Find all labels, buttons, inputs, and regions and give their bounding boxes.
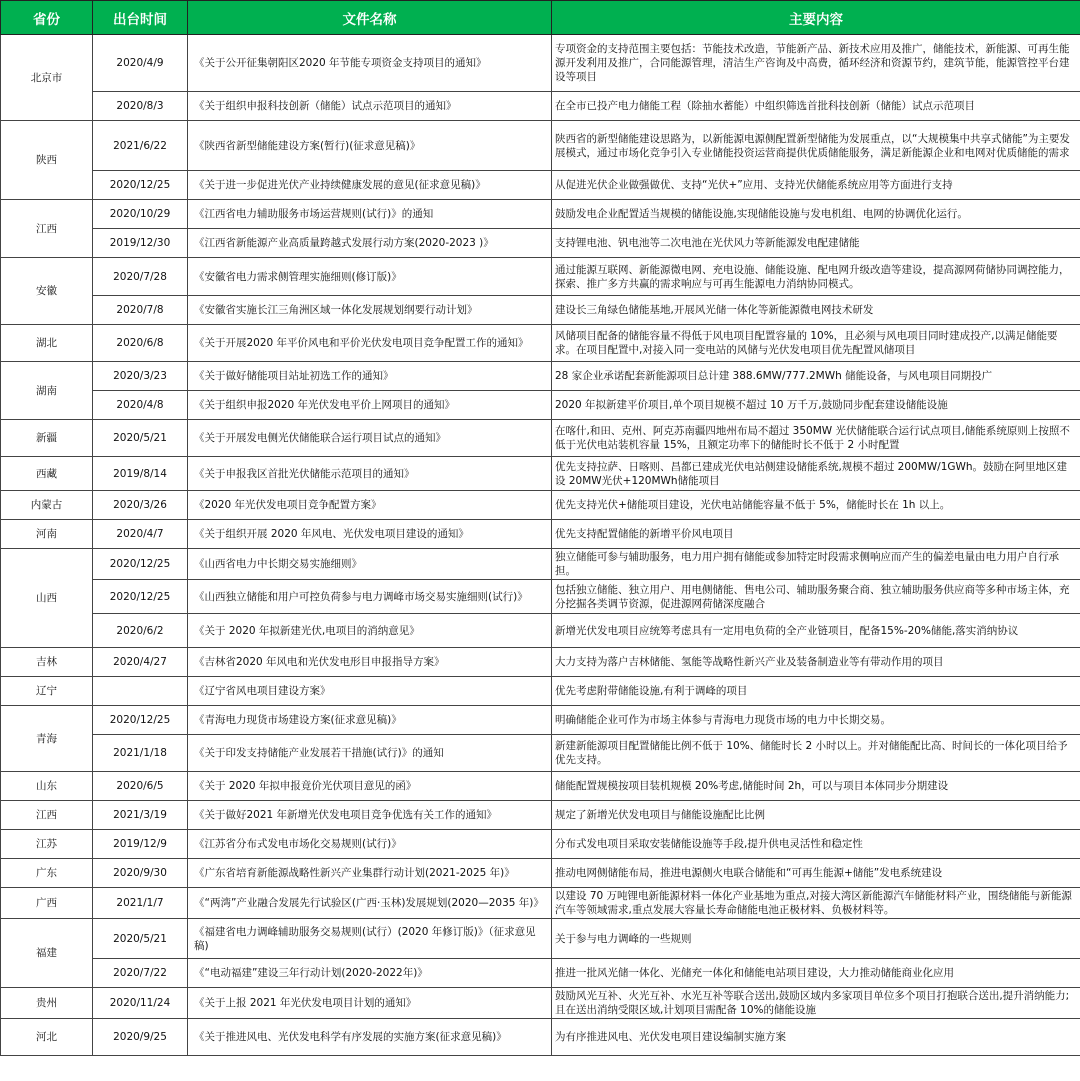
- date-cell: 2021/3/19: [93, 801, 188, 830]
- content-cell: 在喀什,和田、克州、阿克苏南疆四地州布局不超过 350MW 光伏储能联合运行试点项目,储能系统原则上按照不低于光伏电站装机容量 15%，且额定功率下的储能时长不低于 2 小时配置: [552, 420, 1080, 457]
- table-row: [1, 919, 1080, 959]
- content-cell: 推动电网侧储能布局，推进电源侧火电联合储能和“可再生能源+储能”发电系统建设: [552, 859, 1080, 888]
- table-row: [1, 491, 1080, 520]
- date-cell: 2020/9/30: [93, 859, 188, 888]
- content-cell: 分布式发电项目采取安装储能设施等手段,提升供电灵活性和稳定性: [552, 830, 1080, 859]
- name-cell: 《“两湾”产业融合发展先行试验区(广西·玉林)发展规划(2020—2035 年)》: [188, 888, 552, 919]
- province-cell: 江西: [1, 801, 93, 830]
- province-cell: 江西: [1, 200, 93, 258]
- content-cell: 包括独立储能、独立用户、用电侧储能、售电公司、辅助服务聚合商、独立辅助服务供应商等多种市场主体，充分挖掘各类调节资源，促进源网荷储深度融合: [552, 580, 1080, 614]
- content-cell: 优先考虑附带储能设施,有利于调峰的项目: [552, 677, 1080, 706]
- header-province: 省份: [1, 1, 93, 35]
- content-cell: 专项资金的支持范围主要包括：节能技术改造，节能新产品、新技术应用及推广，储能技术，新能源、可再生能源开发利用及推广，合同能源管理，清洁生产咨询及中高费，循环经济和资源节约，建筑节能，能源管控平台建设等项目: [552, 35, 1080, 92]
- name-cell: 《关于 2020 年拟申报竟价光伏项目意见的函》: [188, 772, 552, 801]
- name-cell: 《关于开展发电侧光伏储能联合运行项目试点的通知》: [188, 420, 552, 457]
- name-cell: 《关于进一步促进光伏产业持续健康发展的意见(征求意见稿)》: [188, 171, 552, 200]
- name-cell: 《关于组织申报科技创新（储能）试点示范项目的通知》: [188, 92, 552, 121]
- content-cell: 优先支持光伏+储能项目建设，光伏电站储能容量不低于 5%，储能时长在 1h 以上。: [552, 491, 1080, 520]
- content-cell: 大力支持为落户吉林储能、氢能等战略性新兴产业及装备制造业等有带动作用的项目: [552, 648, 1080, 677]
- table-row: [1, 706, 1080, 735]
- province-cell: 江苏: [1, 830, 93, 859]
- name-cell: 《辽宁省风电项目建设方案》: [188, 677, 552, 706]
- province-cell: 贵州: [1, 988, 93, 1019]
- date-cell: 2020/5/21: [93, 919, 188, 959]
- table-row: [1, 580, 1080, 614]
- province-cell: 湖北: [1, 325, 93, 362]
- name-cell: 《关于推进风电、光伏发电科学有序发展的实施方案(征求意见稿)》: [188, 1019, 552, 1056]
- content-cell: 规定了新增光伏发电项目与储能设施配比比例: [552, 801, 1080, 830]
- table-row: [1, 859, 1080, 888]
- province-cell: 山西: [1, 549, 93, 648]
- table-row: [1, 258, 1080, 296]
- content-cell: 储能配置规模按项目装机规模 20%考虑,储能时间 2h，可以与项目本体同步分期建设: [552, 772, 1080, 801]
- province-cell: 河北: [1, 1019, 93, 1056]
- name-cell: 《关于组织开展 2020 年风电、光伏发电项目建设的通知》: [188, 520, 552, 549]
- content-cell: 建设长三角绿色储能基地,开展风光储一体化等新能源微电网技术研发: [552, 296, 1080, 325]
- province-cell: 吉林: [1, 648, 93, 677]
- content-cell: 新建新能源项目配置储能比例不低于 10%、储能时长 2 小时以上。并对储能配比高、时间长的一体化项目给予优先支持。: [552, 735, 1080, 772]
- content-cell: 从促进光伏企业做强做优、支持“光伏+”应用、支持光伏储能系统应用等方面进行支持: [552, 171, 1080, 200]
- content-cell: 风储项目配备的储能容量不得低于风电项目配置容量的 10%，且必须与风电项目同时建成投产,以满足储能要求。在项目配置中,对接入同一变电站的风储与光伏发电项目优先配置风储项目: [552, 325, 1080, 362]
- name-cell: 《吉林省2020 年风电和光伏发电形目申报指导方案》: [188, 648, 552, 677]
- table-body: [1, 35, 1080, 1056]
- name-cell: 《山西独立储能和用户可控负荷参与电力调峰市场交易实施细则(试行)》: [188, 580, 552, 614]
- name-cell: 《陕西省新型储能建设方案(暂行)(征求意见稿)》: [188, 121, 552, 171]
- name-cell: 《关于做好储能项目站址初选工作的通知》: [188, 362, 552, 391]
- province-cell: 青海: [1, 706, 93, 772]
- province-cell: 新疆: [1, 420, 93, 457]
- table-row: [1, 888, 1080, 919]
- table-row: [1, 92, 1080, 121]
- date-cell: 2020/5/21: [93, 420, 188, 457]
- table-row: [1, 296, 1080, 325]
- province-cell: 福建: [1, 919, 93, 988]
- name-cell: 《山西省电力中长期交易实施细则》: [188, 549, 552, 580]
- content-cell: 在全市已投产电力储能工程（除抽水蓄能）中组织筛选首批科技创新（储能）试点示范项目: [552, 92, 1080, 121]
- date-cell: 2021/1/18: [93, 735, 188, 772]
- content-cell: 鼓励风光互补、火光互补、水光互补等联合送出,鼓励区域内多家项目单位多个项目打抱联合送出,提升消纳能力;且在送出消纳受限区域,计划项目需配备 10%的储能设施: [552, 988, 1080, 1019]
- table-row: [1, 959, 1080, 988]
- date-cell: 2020/12/25: [93, 706, 188, 735]
- content-cell: 以建设 70 万吨锂电新能源材料一体化产业基地为重点,对接大湾区新能源汽车储能材料产业，围绕储能与新能源汽车等领域需求,重点发展大容量长寿命储能电池正极材料、负极材料等。: [552, 888, 1080, 919]
- name-cell: 《关于做好2021 年新增光伏发电项目竞争优选有关工作的通知》: [188, 801, 552, 830]
- date-cell: 2019/12/9: [93, 830, 188, 859]
- table-row: [1, 830, 1080, 859]
- date-cell: 2020/12/25: [93, 171, 188, 200]
- date-cell: 2020/6/5: [93, 772, 188, 801]
- table-row: [1, 35, 1080, 92]
- table-row: [1, 772, 1080, 801]
- date-cell: 2020/3/26: [93, 491, 188, 520]
- table-row: [1, 648, 1080, 677]
- name-cell: 《关于开展2020 年平价风电和平价光伏发电项目竞争配置工作的通知》: [188, 325, 552, 362]
- date-cell: 2020/12/25: [93, 580, 188, 614]
- province-cell: 河南: [1, 520, 93, 549]
- name-cell: 《2020 年光伏发电项目竞争配置方案》: [188, 491, 552, 520]
- date-cell: 2020/11/24: [93, 988, 188, 1019]
- content-cell: 优先支持配置储能的新增平价风电项目: [552, 520, 1080, 549]
- province-cell: 辽宁: [1, 677, 93, 706]
- date-cell: 2020/4/7: [93, 520, 188, 549]
- province-cell: 广东: [1, 859, 93, 888]
- table-row: [1, 1019, 1080, 1056]
- name-cell: 《关于 2020 年拟新建光伏,电项目的消纳意见》: [188, 614, 552, 648]
- name-cell: 《关于组织申报2020 年光伏发电平价上网项目的通知》: [188, 391, 552, 420]
- content-cell: 新增光伏发电项目应统筹考虑具有一定用电负荷的全产业链项目，配备15%-20%储能,落实消纳协议: [552, 614, 1080, 648]
- table-row: [1, 457, 1080, 491]
- name-cell: 《福建省电力调峰辅助服务交易规则(试行）(2020 年修订版)》（征求意见稿): [188, 919, 552, 959]
- content-cell: 关于参与电力调峰的一些规则: [552, 919, 1080, 959]
- date-cell: 2020/4/27: [93, 648, 188, 677]
- name-cell: 《关于申报我区首批光伏储能示范项目的通知》: [188, 457, 552, 491]
- date-cell: 2021/1/7: [93, 888, 188, 919]
- table-row: [1, 362, 1080, 391]
- content-cell: 推进一批风光储一体化、光储充一体化和储能电站项目建设，大力推动储能商业化应用: [552, 959, 1080, 988]
- name-cell: 《安徽省实施长江三角洲区域一体化发展规划纲要行动计划》: [188, 296, 552, 325]
- content-cell: 明确储能企业可作为市场主体参与青海电力现货市场的电力中长期交易。: [552, 706, 1080, 735]
- table-row: [1, 325, 1080, 362]
- date-cell: 2020/10/29: [93, 200, 188, 229]
- name-cell: 《关于上报 2021 年光伏发电项目计划的通知》: [188, 988, 552, 1019]
- header-date: 出台时间: [93, 1, 188, 35]
- content-cell: 优先支持拉萨、日喀则、昌都已建成光伏电站侧建设储能系统,规模不超过 200MW/1GWh。鼓励在阿里地区建设 20MW光伏+120MWh储能项目: [552, 457, 1080, 491]
- date-cell: 2020/6/2: [93, 614, 188, 648]
- province-cell: 陕西: [1, 121, 93, 200]
- province-cell: 广西: [1, 888, 93, 919]
- date-cell: 2020/7/22: [93, 959, 188, 988]
- date-cell: 2020/12/25: [93, 549, 188, 580]
- province-cell: 内蒙古: [1, 491, 93, 520]
- name-cell: 《青海电力现货市场建设方案(征求意见稿)》: [188, 706, 552, 735]
- date-cell: 2020/7/8: [93, 296, 188, 325]
- date-cell: [93, 677, 188, 706]
- content-cell: 陕西省的新型储能建设思路为，以新能源电源侧配置新型储能为发展重点，以“大规模集中共享式储能”为主要发展模式，通过市场化竞争引入专业储能投资运营商提供优质储能服务，满足新能源企业和电网对优质储能的需求: [552, 121, 1080, 171]
- name-cell: 《江西省电力辅助服务市场运营规则(试行)》的通知: [188, 200, 552, 229]
- content-cell: 28 家企业承诺配套新能源项目总计建 388.6MW/777.2MWh 储能设备，与风电项目同期投广: [552, 362, 1080, 391]
- header-name: 文件名称: [188, 1, 552, 35]
- content-cell: 通过能源互联网、新能源微电网、充电设施、储能设施、配电网升级改造等建设，提高源网荷储协同调控能力，探索、推广多方共赢的需求响应与可再生能源电力消纳协同模式。: [552, 258, 1080, 296]
- name-cell: 《关于公开征集朝阳区2020 年节能专项资金支持项目的通知》: [188, 35, 552, 92]
- table-row: [1, 229, 1080, 258]
- date-cell: 2019/8/14: [93, 457, 188, 491]
- province-cell: 西藏: [1, 457, 93, 491]
- name-cell: 《广东省培育新能源战略性新兴产业集群行动计划(2021-2025 年)》: [188, 859, 552, 888]
- date-cell: 2020/3/23: [93, 362, 188, 391]
- table-row: [1, 200, 1080, 229]
- table-row: [1, 988, 1080, 1019]
- name-cell: 《安徽省电力需求侧管理实施细则(修订版)》: [188, 258, 552, 296]
- table-row: [1, 735, 1080, 772]
- table-row: [1, 801, 1080, 830]
- table-row: [1, 614, 1080, 648]
- table-row: [1, 420, 1080, 457]
- header-content: 主要内容: [552, 1, 1080, 35]
- province-cell: 湖南: [1, 362, 93, 420]
- table-row: [1, 520, 1080, 549]
- content-cell: 2020 年拟新建平价项目,单个项目规模不超过 10 万千万,鼓励同步配套建设储能设施: [552, 391, 1080, 420]
- date-cell: 2020/7/28: [93, 258, 188, 296]
- name-cell: 《关于印发支持储能产业发展若干措施(试行)》的通知: [188, 735, 552, 772]
- province-cell: 北京市: [1, 35, 93, 121]
- date-cell: 2020/6/8: [93, 325, 188, 362]
- name-cell: 《江苏省分布式发电市场化交易规则(试行)》: [188, 830, 552, 859]
- table-row: [1, 677, 1080, 706]
- date-cell: 2019/12/30: [93, 229, 188, 258]
- name-cell: 《江西省新能源产业高质量跨越式发展行动方案(2020-2023 )》: [188, 229, 552, 258]
- content-cell: 鼓励发电企业配置适当规模的储能设施,实现储能设施与发电机组、电网的协调优化运行。: [552, 200, 1080, 229]
- table-row: [1, 549, 1080, 580]
- date-cell: 2021/6/22: [93, 121, 188, 171]
- province-cell: 山东: [1, 772, 93, 801]
- table-row: [1, 391, 1080, 420]
- table-row: [1, 121, 1080, 171]
- province-cell: 安徽: [1, 258, 93, 325]
- content-cell: 为有序推进风电、光伏发电项目建设编制实施方案: [552, 1019, 1080, 1056]
- date-cell: 2020/4/9: [93, 35, 188, 92]
- content-cell: 支持锂电池、钒电池等二次电池在光伏风力等新能源发电配建储能: [552, 229, 1080, 258]
- content-cell: 独立储能可参与辅助服务，电力用户拥有储能或参加特定时段需求侧响应而产生的偏差电量由电力用户自行承担。: [552, 549, 1080, 580]
- date-cell: 2020/4/8: [93, 391, 188, 420]
- header-row: [1, 1, 1080, 35]
- date-cell: 2020/9/25: [93, 1019, 188, 1056]
- table-row: [1, 171, 1080, 200]
- date-cell: 2020/8/3: [93, 92, 188, 121]
- name-cell: 《“电动福建”建设三年行动计划(2020-2022年)》: [188, 959, 552, 988]
